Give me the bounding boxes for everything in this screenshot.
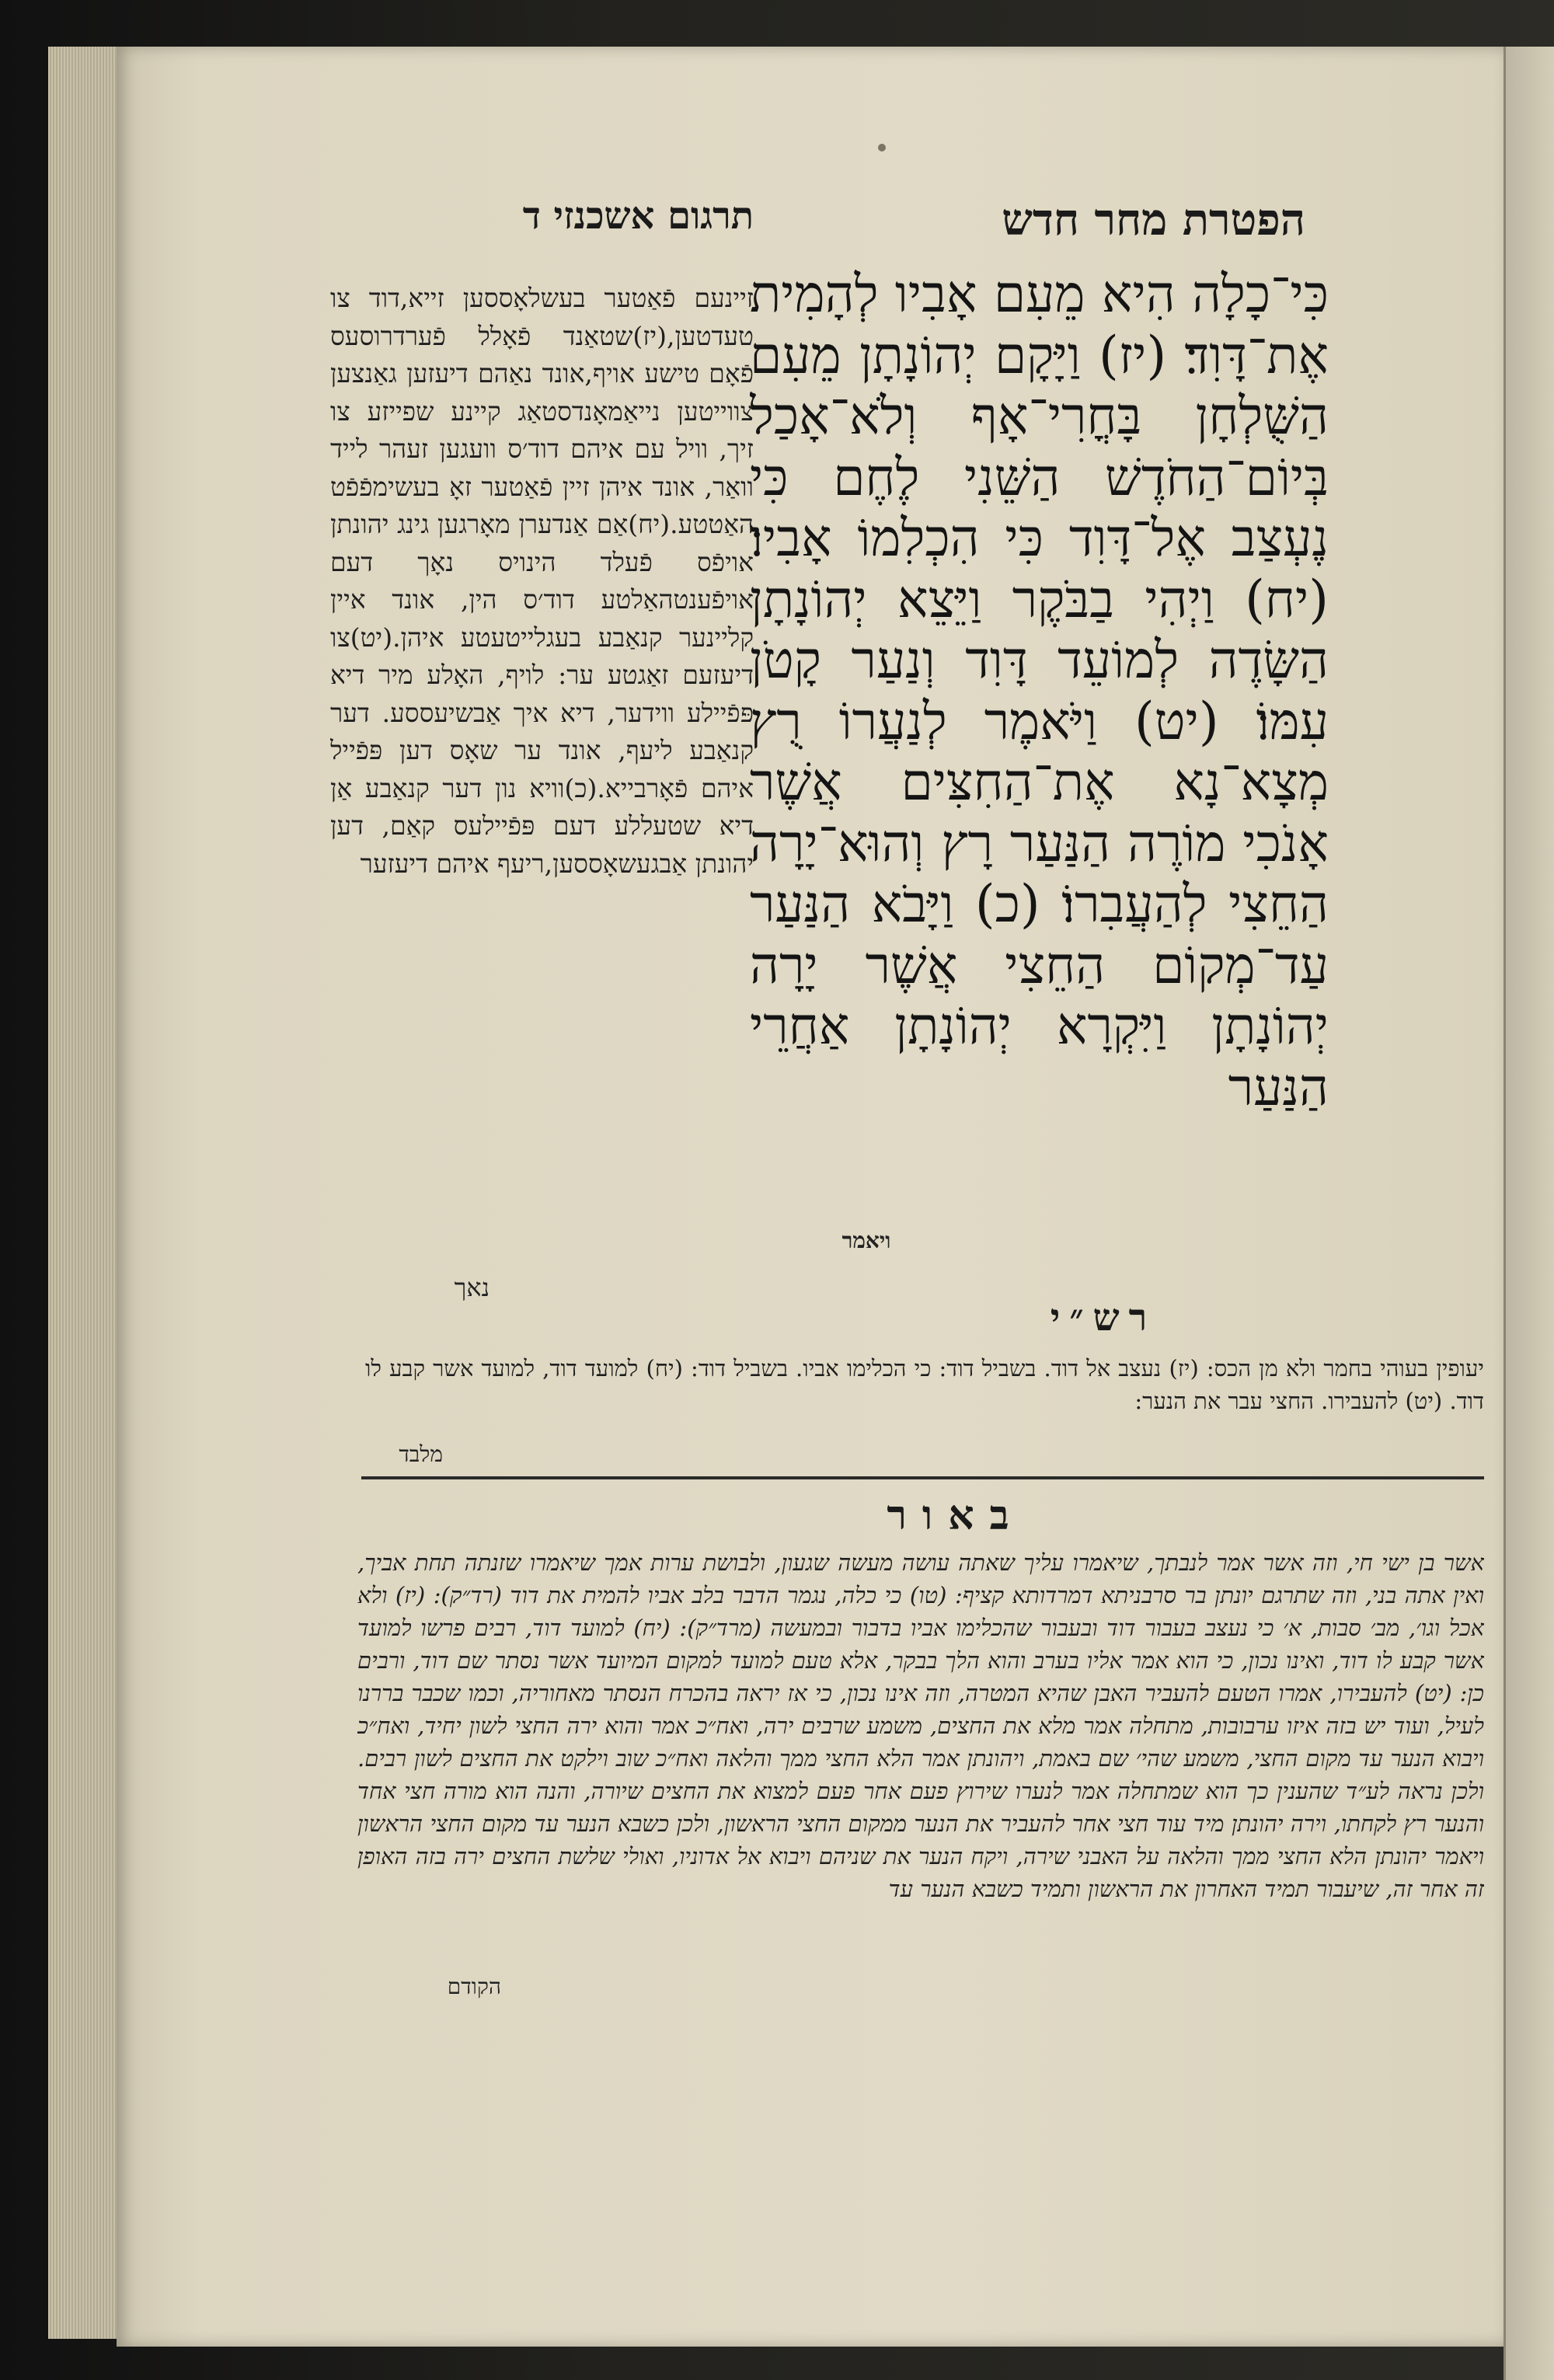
section-divider [361, 1476, 1484, 1479]
translation-column: זיינעם פֿאַטער בעשלאָססען זייא,דוד צו טעדטען,(יז)שטאַנד פֿאָלל פֿערדרוסעס פֿאָם טישע אויף,אונד נאַהם דיעזען גאַנצען צווייטען נייאַמאָנדסטאַג קיינע שפייזע צו זיך, וויל עם איהם דוד׳ס וועגען זעהר לייד וואַר, אונד איהן זיין פֿאַטער זאָ בעשימפֿפֿט האַטטע.(יח)אַם אַנדערן מאָרגען גינג יהונתן אויפֿס פֿעלד הינויס נאָך דעם אויפֿענטהאַלטע דוד׳ס הין, אונד איין קליינער קנאַבע בעגלייטעטע איהן.(יט)צו דיעזעם זאַגטע ער: לויף, האָלע מיר דיא פּפֿיילע ווידער, דיא איך אַבשיעססע. דער קנאַבע ליעף, אונד ער שאָס דען פּפֿייל איהם פֿאָרבייא.(כ)וויא נון דער קנאַבע אַן דיא שטעללע דעם פּפֿיילעס קאַם, דען יהונתן אַבגעשאָססען,ריעף איהם דיעזער [330, 283, 754, 879]
biur-commentary: אשר בן ישי חי, וזה אשר אמר לנבתך, שיאמרו עליך שאתה עושה מעשה שגעון, ולבושת ערות אמך שיאמרו שזנתה תחת אביך, ואין אתה בני, וזה שתרגם יונתן בר סרבניתא דמרדותא קציף: (טו) כי כלה, נגמר הדבר בלב אביו להמית את דוד (רד״ק): (יז) ולא אכל וגו׳, מב׳ סבות, א׳ כי נעצב בעבור דוד ובעבור שהכלימו אביו בדבור ובמעשה (מרד״ק): (יח) למועד דוד, רבים פרשו למועד אשר קבע לו דוד, ואינו נכון, כי הוא אמר אליו בערב והוא הלך בבקר, אלא טעם למועד למקום המיועד אשר נסתר שם דוד, ורבים כן: (יט) להעבירו, אמרו הטעם להעביר האבן שהיא המטרה, וזה אינו נכון, כי אז יראה בהכרח הנסתר מאחוריה, וכמו שכבר בררנו לעיל, ועוד יש בזה איזו ערבובות, מתחלה אמר מלא את החצים, משמע שרבים ירה, ואח״כ אמר והוא ירה החצי לשון יחיד, ואח״כ ויבוא הנער עד מקום החצי, משמע שהי׳ שם באמת, ויהונתן אמר הלא החצי ממך והלאה ואח״כ שוב וילקט את החצים לשון רבים. ולכן נראה לע״ד שהענין כך הוא שמתחלה אמר לנערו שירוץ פעם אחר פעם למצוא את החצים שיורה, והנה הוא מורה חצי אחד והנער רץ לקחתו, וירה יהונתן מיד עוד חצי אחר להעביר את הנער ממקום החצי הראשון, ולכן כשבא הנער עד מקום החצי הראשון ויאמר יהונתן הלא החצי ממך והלאה על האבני שירה, ויקח הנער את שניהם ויבוא אל אדוניו, ואולי שלשת החצים ירה בזה האופן זה אחר זה, שיעבור תמיד האחרון את הראשון ותמיד כשבא הנער עד [357, 1549, 1484, 1902]
hebrew-scripture-column: כִּי־כָלָה הִיא מֵעִם אָבִיו לְהָמִית אֶת־דָּוִד׃ (יז) וַיָּקָם יְהוֹנָתָן מֵעִם הַשֻּׁלְחָן בָּחֳרִי־אָף וְלֹא־אָכַל בְּיוֹם־הַחֹדֶשׁ הַשֵּׁנִי לֶחֶם כִּי נֶעְצַב אֶל־דָּוִד כִּי הִכְלִמוֹ אָבִיו׃ (יח) וַיְהִי בַבֹּקֶר וַיֵּצֵא יְהוֹנָתָן הַשָּׂדֶה לְמוֹעֵד דָּוִד וְנַעַר קָטֹן עִמּוֹ׃ (יט) וַיֹּאמֶר לְנַעֲרוֹ רֻץ מְצָא־נָא אֶת־הַחִצִּים אֲשֶׁר אָנֹכִי מוֹרֶה הַנַּעַר רָץ וְהוּא־יָרָה הַחֵצִי לְהַעֲבִרוֹ׃ (כ) וַיָּבֹא הַנַּעַר עַד־מְקוֹם הַחֵצִי אֲשֶׁר יָרָה יְהוֹנָתָן וַיִּקְרָא יְהוֹנָתָן אַחֲרֵי הַנַּעַר [750, 264, 1329, 1117]
biur-heading: באור [887, 1492, 1025, 1539]
rashi-commentary: יעופין בעוהי בחמר ולא מן הכס: (יז) נעצב אל דוד. בשביל דוד: כי הכלימו אביו. בשביל דוד: (יח) למועד דוד, למועד אשר קבע לו דוד. (יט) להעבירו. החצי עבר את הנער: [365, 1355, 1484, 1414]
rashi-heading: רש״י [1050, 1296, 1157, 1340]
page-stack-edge [48, 47, 118, 2339]
rashi-catchword: מלבד [399, 1441, 443, 1467]
haftarah-running-header: הפטרת מחר חדש [1002, 194, 1305, 246]
ink-spot [878, 144, 886, 152]
biur-catchword: הקודם [447, 1974, 501, 1999]
adjacent-page-edge [1503, 47, 1554, 2380]
main-catchword: ויאמר [841, 1228, 891, 1253]
translation-running-header: תרגום אשכנזי ד [522, 194, 754, 238]
translation-catchword: נאך [454, 1273, 490, 1302]
